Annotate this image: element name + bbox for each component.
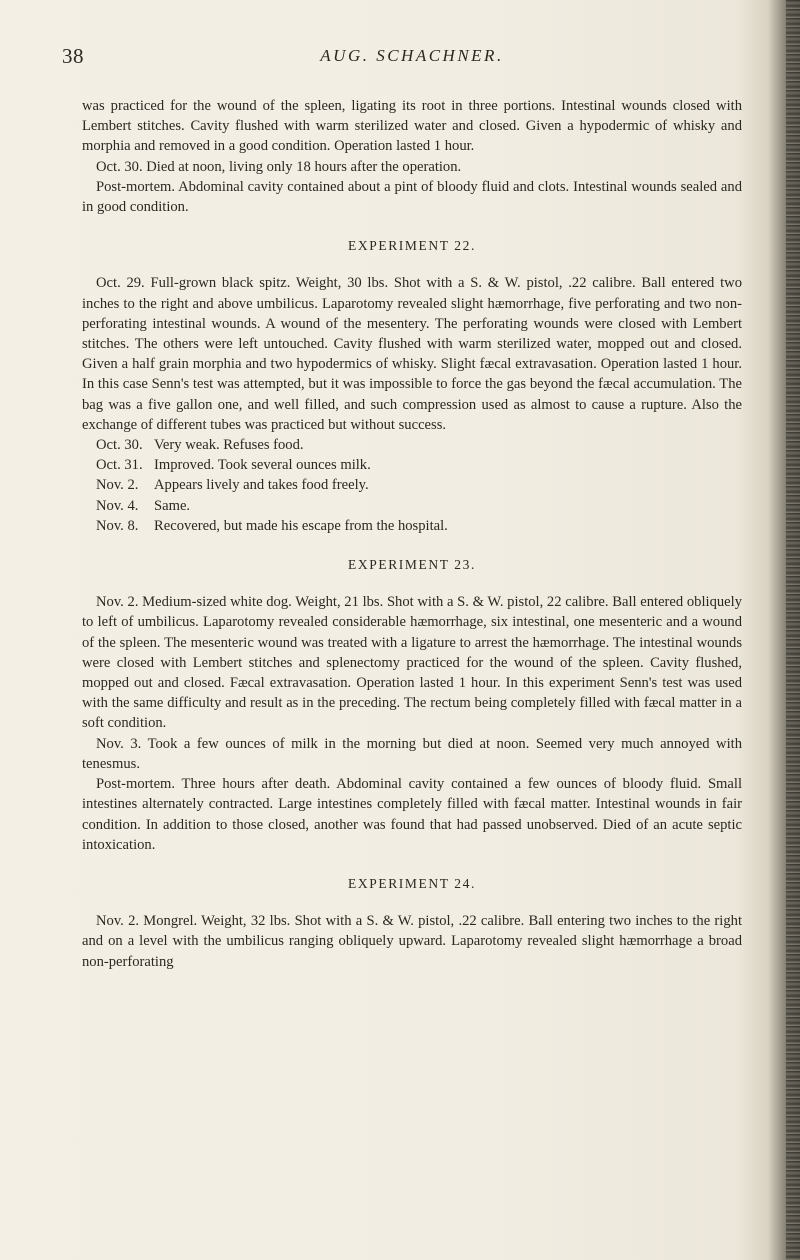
experiment-paragraph: Nov. 2. Medium-sized white dog. Weight, 21 lbs. Shot with a S. & W. pistol, 22 calibre. Ball entered obliquely to left of umbilicus. Laparotomy revealed considerable hæmorrhage, six intestinal, one mesenteric and a wound of the spleen. The mesenteric wound was treated with a ligature to arrest the hæmorrhage. The intestinal wounds were closed with Lembert stitches and splenectomy practiced for the wound of the spleen. Cavity flushed, mopped out and closed. Fæcal extravasation. Operation lasted 1 hour. In this experiment Senn's test was used with the same difficulty and result as in the preceding. The rectum being completely filled with fæcal matter in a soft condition. xyxy=(82,594,742,732)
dated-entry xyxy=(82,475,742,495)
entry-text: Very weak. Refuses food. xyxy=(154,437,304,454)
experiment-paragraph: Nov. 2. Mongrel. Weight, 32 lbs. Shot with a S. & W. pistol, .22 calibre. Ball entering two inches to the right and on a level with the umbilicus ranging obliquely upward. Laparotomy revealed slight hæmorrhage a broad non-perforating xyxy=(82,913,742,970)
experiment-heading: EXPERIMENT 23. xyxy=(348,557,476,573)
running-head: AUG. SCHACHNER. xyxy=(320,46,504,65)
dated-entry xyxy=(82,496,742,516)
dated-entry xyxy=(82,516,742,536)
entry-text: Appears lively and takes food freely. xyxy=(154,477,369,494)
dated-entries xyxy=(82,435,742,536)
entry-date: Oct. 31. xyxy=(96,457,143,474)
entry-text: Recovered, but made his escape from the hospital. xyxy=(154,517,448,534)
intro-paragraph: Oct. 30. Died at noon, living only 18 hours after the operation. xyxy=(96,158,462,175)
dated-entry xyxy=(82,455,742,475)
page-edge-shadow xyxy=(786,0,800,1260)
entry-date: Nov. 8. xyxy=(96,517,139,534)
entry-date: Nov. 2. xyxy=(96,477,139,494)
experiment-heading: EXPERIMENT 22. xyxy=(348,238,476,254)
page-header xyxy=(62,44,752,74)
experiment-paragraph: Nov. 3. Took a few ounces of milk in the morning but died at noon. Seemed very much annoyed with tenesmus. xyxy=(82,735,742,772)
experiment-heading: EXPERIMENT 24. xyxy=(348,875,476,891)
experiment-paragraph: Post-mortem. Three hours after death. Abdominal cavity contained a few ounces of bloody fluid. Small intestines alternately contracted. Large intestines completely filled with fæcal matter. Intestinal wounds in fair condition. In addition to those closed, another was found that had passed unobserved. Died of an acute septic intoxication. xyxy=(82,776,742,853)
entry-date: Nov. 4. xyxy=(96,497,139,514)
entry-date: Oct. 30. xyxy=(96,437,143,454)
entry-text: Same. xyxy=(154,497,191,514)
entry-text: Improved. Took several ounces milk. xyxy=(154,457,371,474)
intro-paragraph: was practiced for the wound of the spleen, ligating its root in three portions. Intestinal wounds closed with Lembert stitches. Cavity flushed with warm sterilized water and closed. Given a hypodermic of whisky and morphia and removed in a good condition. Operation lasted 1 hour. xyxy=(82,98,742,155)
page-number: 38 xyxy=(62,44,84,68)
experiment-paragraph: Oct. 29. Full-grown black spitz. Weight, 30 lbs. Shot with a S. & W. pistol, .22 calibre. Ball entered two inches to the right and above umbilicus. Laparotomy revealed slight hæmorrhage, five perforating and two non-perforating intestinal wounds. A wound of the mesentery. The perforating wounds were closed with Lembert stitches. The others were left untouched. Cavity flushed with warm sterilized water, mopped out and closed. Given a half grain morphia and two hypodermics of whisky. Slight fæcal extravasation. Operation lasted 1 hour. In this case Senn's test was attempted, but it was impossible to force the gas beyond the fæcal accumulation. The bag was a five gallon one, and well filled, and such compression used as almost to cause a rupture. Also the exchange of different tubes was practiced but without success. xyxy=(82,275,742,433)
page-body xyxy=(82,96,742,972)
intro-paragraph: Post-mortem. Abdominal cavity contained about a pint of bloody fluid and clots. Intestinal wounds sealed and in good condition. xyxy=(82,178,742,216)
dated-entry xyxy=(82,435,742,455)
